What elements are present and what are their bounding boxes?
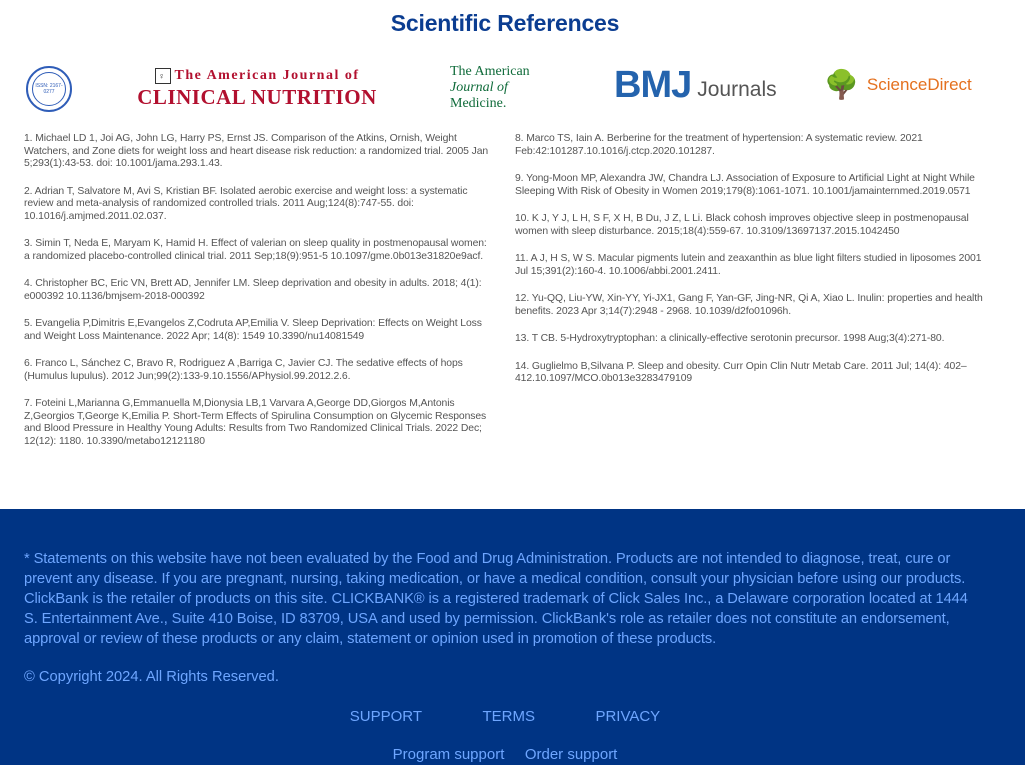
ajcn-logo — [132, 68, 382, 110]
reference-item: 4. Christopher BC, Eric VN, Brett AD, Jennifer LM. Sleep deprivation and obesity in adults. 2018; 4(1): e000392 10.1136/bmjsem-2018-000392 — [24, 278, 482, 302]
bmj-mark: BMJ — [614, 64, 692, 106]
program-support-link[interactable]: Program support — [392, 746, 505, 763]
references-right-column — [515, 133, 985, 401]
reference-item: 11. A J, H S, W S. Macular pigments lutein and zeaxanthin as blue light filters studied in liposomes 2001 Jul 15;391(2):160-4. 10.1006/abbi.2001.2411. — [515, 253, 982, 277]
reference-item: 2. Adrian T, Salvatore M, Avi S, Kristian BF. Isolated aerobic exercise and weight loss: a systematic review and meta-analysis of randomized controlled trials. 2011 Aug;124(8):747-55. doi: 10.1016/j.amjmed.2011.02.037. — [24, 185, 468, 222]
ajm-line2: Journal of — [450, 80, 508, 95]
ajm-line1: The American — [450, 64, 530, 79]
reference-item: 6. Franco L, Sánchez C, Bravo R, Rodriguez A ,Barriga C, Javier CJ. The sedative effects of hops (Humulus lupulus). 2012 Jun;99(2):133-9.10.1556/APhysiol.99.2012.2.6. — [24, 358, 463, 382]
copyright-text: © Copyright 2024. All Rights Reserved. — [24, 669, 279, 685]
privacy-link[interactable]: PRIVACY — [595, 708, 661, 725]
support-link[interactable]: SUPPORT — [349, 708, 423, 725]
sciencedirect-logo — [824, 70, 972, 100]
reference-item: 9. Yong-Moon MP, Alexandra JW, Chandra LJ. Association of Exposure to Artificial Light at Night While Sleeping With Risk of Obesity in Women 2019;179(8):1061-1071. 10.1001/jamainternmed.2019.0571 — [515, 173, 975, 197]
sciencedirect-text: ScienceDirect — [866, 75, 972, 94]
order-support-link[interactable]: Order support — [524, 746, 618, 763]
site-footer — [0, 509, 1025, 765]
sleep-journal-seal-logo — [26, 66, 72, 112]
bmj-journals-logo — [614, 64, 777, 106]
reference-item: 5. Evangelia P,Dimitris E,Evangelos Z,Codruta AP,Emilia V. Sleep Deprivation: Effects on Weight Loss and Weight Loss Maintenance. 2022 Apr; 14(8): 1549 10.3390/nu14081549 — [24, 318, 482, 342]
fda-disclaimer: * Statements on this website have not been evaluated by the Food and Drug Administration. Products are not intended to diagnose, treat, cure or prevent any disease. If you are pregnant, nursing, taking medication, or have a medical condition, consult your physician before using our products. ClickBank is the retailer of products on this site. CLICKBANK® is a registered trademark of Click Sales Inc., a Delaware corporation located at 1444 S. Entertainment Ave., Suite 410 Boise, ID 83709, USA and used by permission. ClickBank's role as retailer does not constitute an endorsement, approval or review of these products or any claim, statement or opinion used in promotion of these products. — [24, 551, 968, 647]
reference-item: 8. Marco TS, Iain A. Berberine for the treatment of hypertension: A systematic review. 2021 Feb:42:101287.10.1016/j.ctcp.2020.101287. — [515, 133, 923, 157]
ajcn-emblem-icon: ♀ — [155, 68, 171, 84]
reference-item: 7. Foteini L,Marianna G,Emmanuella M,Dionysia LB,1 Varvara A,George DD,Giorgos M,Antonis Z,Georgios T,George K,Emilia P. Short-Term Effects of Spirulina Consumption on Glycemic Responses and Blood Pressure in Healthy Young Adults: Results from Two Randomized Clinical Trials. 2022 Dec; 12(12): 1180. 10.3390/metabo12121180 — [24, 398, 487, 447]
terms-link[interactable]: TERMS — [482, 708, 535, 725]
reference-item: 13. T CB. 5-Hydroxytryptophan: a clinically-effective serotonin precursor. 1998 Aug;3(4):271-80. — [515, 333, 945, 344]
reference-item: 14. Guglielmo B,Silvana P. Sleep and obesity. Curr Opin Clin Nutr Metab Care. 2011 Jul; 14(4): 402–412.10.1097/MCO.0b013e3283479109 — [515, 360, 967, 384]
journal-logos — [24, 62, 989, 118]
seal-issn: ISSN: 2167-0277 — [35, 83, 63, 95]
ajm-logo — [450, 64, 560, 112]
elsevier-tree-icon: 🌳 — [824, 69, 859, 100]
references-left-column — [24, 133, 494, 463]
reference-item: 1. Michael LD 1, Joi AG, John LG, Harry PS, Ernst JS. Comparison of the Atkins, Ornish, Weight Watchers, and Zone diets for weight loss and heart disease risk reduction: a randomized trial. 2005 Jan 5;293(1):43-53. doi: 10.1001/jama.293.1.43. — [24, 133, 489, 169]
reference-item: 3. Simin T, Neda E, Maryam K, Hamid H. Effect of valerian on sleep quality in postmenopausal women: a randomized placebo-controlled clinical trial. 2011 Sep;18(9):951-5 10.1097/gme.0b013e31820e9acf. — [24, 238, 487, 262]
bmj-journals-text: Journals — [697, 78, 777, 101]
page-title: Scientific References — [390, 10, 620, 36]
reference-item: 10. K J, Y J, L H, S F, X H, B Du, J Z, L Li. Black cohosh improves objective sleep in postmenopausal women with sleep disturbance. 2015;18(4):559-67. 10.3109/13697137.2015.1042450 — [515, 213, 969, 237]
footer-primary-links — [0, 708, 1010, 726]
footer-secondary-links — [0, 746, 1010, 764]
ajm-line3: Medicine. — [450, 96, 507, 111]
ajcn-line1: The American Journal of — [174, 68, 360, 83]
ajcn-line2: CLINICAL NUTRITION — [137, 85, 377, 109]
reference-item: 12. Yu-QQ, Liu-YW, Xin-YY, Yi-JX1, Gang F, Yan-GF, Jing-NR, Qi A, Xiao L. Inulin: properties and health benefits. 2023 Apr 3;14(7):2948 - 2968. 10.1039/d2fo01096h. — [515, 293, 983, 317]
